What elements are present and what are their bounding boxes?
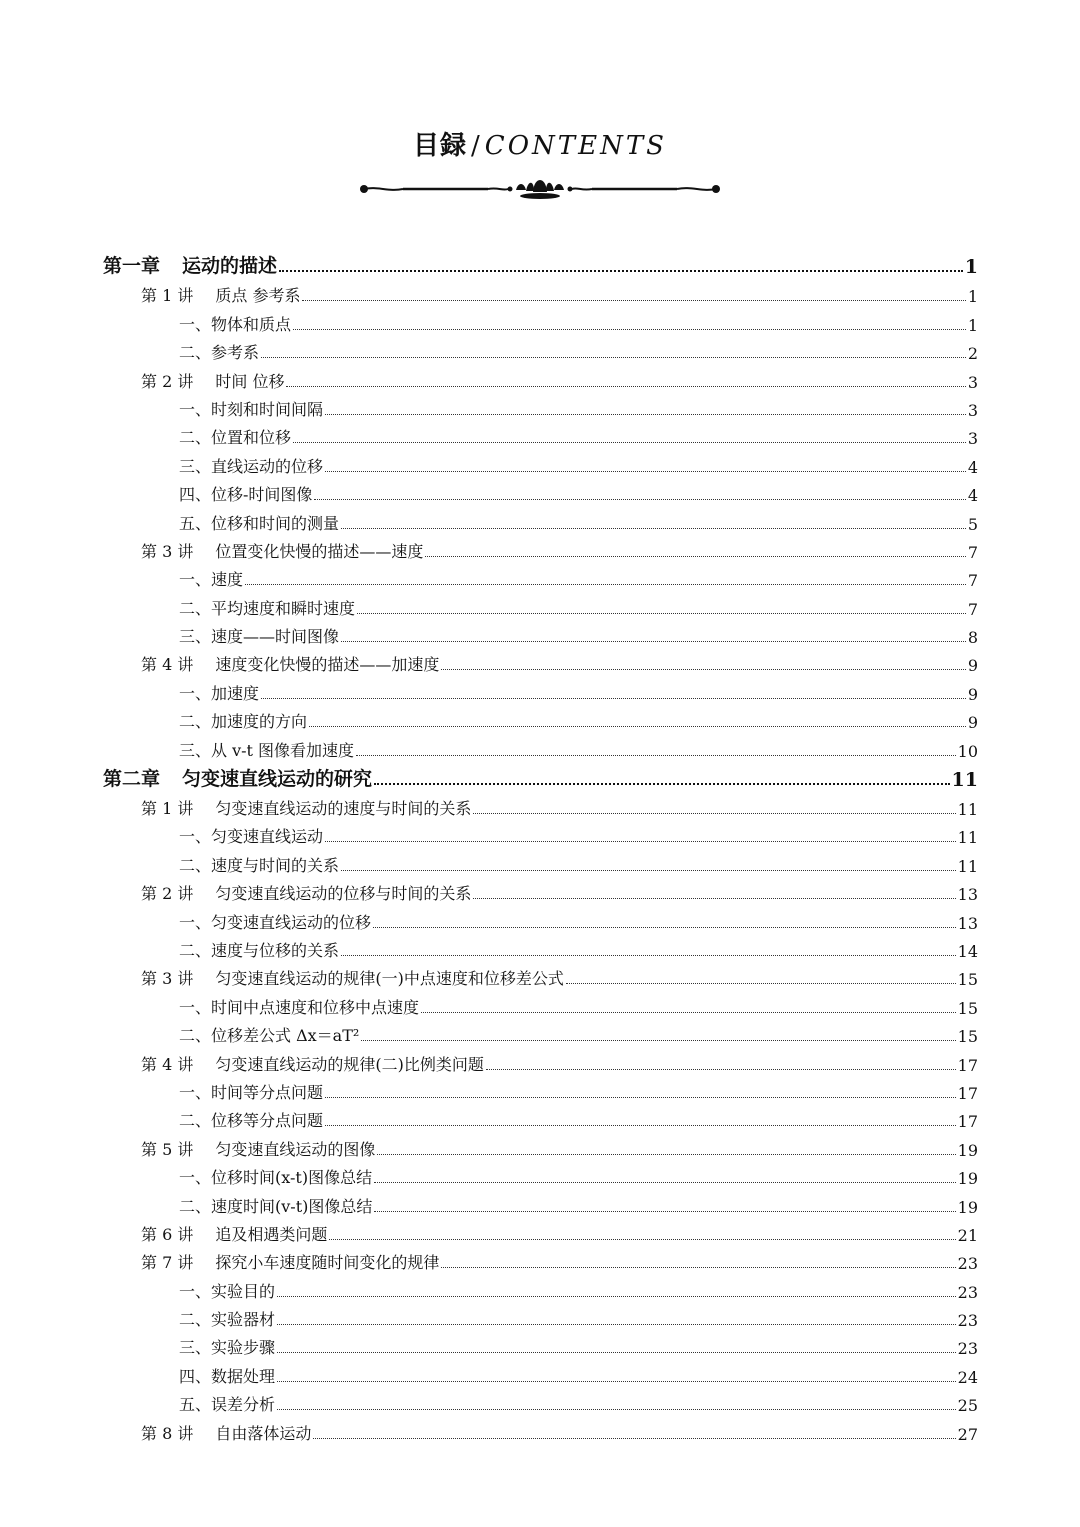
toc-dot-leader xyxy=(441,669,965,670)
toc-section-row[interactable] xyxy=(103,1302,978,1330)
toc-entry-title: 二、速度与时间的关系 xyxy=(179,855,340,875)
toc-entry-label xyxy=(141,369,284,392)
toc-section-row[interactable] xyxy=(103,1160,978,1188)
toc-dot-leader xyxy=(341,528,966,529)
ornament-divider-icon xyxy=(358,174,722,204)
toc-page-number: 3 xyxy=(967,400,978,420)
toc-dot-leader xyxy=(314,499,965,500)
toc-entry-title: 速度变化快慢的描述——加速度 xyxy=(215,655,440,675)
toc-entry-label xyxy=(179,1364,275,1387)
toc-page-number: 21 xyxy=(957,1225,978,1245)
toc-dot-leader xyxy=(277,1409,956,1410)
toc-lecture-row[interactable] xyxy=(103,534,978,562)
toc-entry-label xyxy=(141,1222,327,1245)
toc-lecture-row[interactable] xyxy=(103,961,978,989)
toc-entry-label xyxy=(179,681,259,704)
toc-chapter-row[interactable] xyxy=(103,248,978,278)
toc-dot-leader xyxy=(286,386,965,387)
toc-entry-title: 二、位置和位移 xyxy=(179,428,292,448)
toc-entry-label xyxy=(103,764,372,791)
toc-dot-leader xyxy=(373,927,956,928)
toc-entry-label xyxy=(141,1250,439,1273)
toc-entry-label xyxy=(179,938,339,961)
toc-entry-label xyxy=(179,910,371,933)
toc-page-number: 19 xyxy=(957,1169,978,1189)
toc-dot-leader xyxy=(441,1267,955,1268)
toc-page-number: 19 xyxy=(957,1140,978,1160)
toc-entry-title: 三、直线运动的位移 xyxy=(179,456,324,476)
toc-entry-number: 第 4 讲 xyxy=(141,655,194,675)
toc-page-number: 5 xyxy=(967,514,978,534)
toc-entry-number: 第 4 讲 xyxy=(141,1054,194,1074)
toc-entry-number: 第二章 xyxy=(103,767,161,790)
toc-dot-leader xyxy=(325,1097,956,1098)
toc-page-number: 17 xyxy=(957,1083,978,1103)
toc-page-number: 10 xyxy=(957,741,978,761)
toc-entry-title: 匀变速直线运动的位移与时间的关系 xyxy=(215,884,472,904)
toc-entry-title: 自由落体运动 xyxy=(215,1423,312,1443)
toc-entry-label xyxy=(141,539,423,562)
toc-section-row[interactable] xyxy=(103,590,978,618)
toc-entry-label xyxy=(179,1335,275,1358)
toc-dot-leader xyxy=(341,955,956,956)
toc-entry-label xyxy=(141,881,471,904)
toc-dot-leader xyxy=(313,1438,955,1439)
toc-entry-title: 一、匀变速直线运动 xyxy=(179,827,324,847)
toc-dot-leader xyxy=(325,414,966,415)
toc-dot-leader xyxy=(566,983,956,984)
toc-page-number: 15 xyxy=(957,970,978,990)
toc-entry-label xyxy=(179,738,354,761)
toc-section-row[interactable] xyxy=(103,1103,978,1131)
toc-entry-title: 一、物体和质点 xyxy=(179,314,292,334)
toc-page-number: 17 xyxy=(957,1112,978,1132)
toc-section-row[interactable] xyxy=(103,1387,978,1415)
toc-page-number: 27 xyxy=(957,1424,978,1444)
toc-section-row[interactable] xyxy=(103,562,978,590)
toc-section-row[interactable] xyxy=(103,1330,978,1358)
toc-dot-leader xyxy=(374,1211,955,1212)
toc-section-row[interactable] xyxy=(103,904,978,932)
toc-dot-leader xyxy=(425,556,965,557)
toc-dot-leader xyxy=(325,841,956,842)
toc-page-number: 4 xyxy=(967,457,978,477)
toc-entry-label xyxy=(141,1052,484,1075)
toc-lecture-row[interactable] xyxy=(103,1046,978,1074)
toc-entry-label xyxy=(179,995,419,1018)
toc-section-row[interactable] xyxy=(103,619,978,647)
toc-entry-title: 匀变速直线运动的图像 xyxy=(215,1139,376,1159)
toc-lecture-row[interactable] xyxy=(103,647,978,675)
toc-dot-leader xyxy=(421,1012,956,1013)
toc-entry-title: 一、实验目的 xyxy=(179,1281,276,1301)
toc-lecture-row[interactable] xyxy=(103,1245,978,1273)
toc-dot-leader xyxy=(341,870,956,871)
toc-entry-number: 第 7 讲 xyxy=(141,1253,194,1273)
toc-section-row[interactable] xyxy=(103,505,978,533)
toc-dot-leader xyxy=(325,1125,956,1126)
toc-entry-label xyxy=(179,454,323,477)
toc-dot-leader xyxy=(361,1040,955,1041)
toc-page-number: 25 xyxy=(957,1396,978,1416)
toc-entry-label xyxy=(179,397,323,420)
toc-dot-leader xyxy=(356,755,956,756)
toc-entry-label xyxy=(179,425,291,448)
toc-entry-title: 一、时间等分点问题 xyxy=(179,1082,324,1102)
toc-entry-title: 质点 参考系 xyxy=(215,286,301,306)
title-chinese: 目録 xyxy=(413,131,468,161)
toc-entry-label xyxy=(179,1080,323,1103)
toc-page-number: 13 xyxy=(957,885,978,905)
toc-section-row[interactable] xyxy=(103,448,978,476)
toc-section-row[interactable] xyxy=(103,1075,978,1103)
toc-page-number: 3 xyxy=(967,429,978,449)
toc-dot-leader xyxy=(279,270,963,272)
toc-entry-title: 一、时间中点速度和位移中点速度 xyxy=(179,997,420,1017)
toc-section-row[interactable] xyxy=(103,392,978,420)
toc-section-row[interactable] xyxy=(103,847,978,875)
toc-dot-leader xyxy=(261,357,966,358)
toc-page-number: 15 xyxy=(957,998,978,1018)
toc-section-row[interactable] xyxy=(103,1273,978,1301)
toc-entry-title: 一、时刻和时间间隔 xyxy=(179,399,324,419)
toc-dot-leader xyxy=(473,813,955,814)
toc-page-number: 7 xyxy=(967,599,978,619)
toc-lecture-row[interactable] xyxy=(103,363,978,391)
toc-lecture-row[interactable] xyxy=(103,791,978,819)
toc-entry-number: 第 3 讲 xyxy=(141,969,194,989)
toc-page-number: 8 xyxy=(967,628,978,648)
toc-lecture-row[interactable] xyxy=(103,1131,978,1159)
toc-page-number: 23 xyxy=(957,1254,978,1274)
toc-entry-label xyxy=(179,1108,323,1131)
title-separator: / xyxy=(471,131,481,161)
toc-entry-label xyxy=(179,511,339,534)
toc-entry-number: 第 2 讲 xyxy=(141,371,194,391)
toc-entry-title: 探究小车速度随时间变化的规律 xyxy=(215,1253,440,1273)
toc-entry-label xyxy=(179,853,339,876)
toc-entry-label xyxy=(179,1194,372,1217)
toc-entry-label xyxy=(179,567,243,590)
toc-page-number: 2 xyxy=(967,344,978,364)
toc-section-row[interactable] xyxy=(103,335,978,363)
toc-section-row[interactable] xyxy=(103,306,978,334)
toc-entry-number: 第 1 讲 xyxy=(141,799,194,819)
toc-dot-leader xyxy=(261,698,966,699)
toc-page-number: 7 xyxy=(967,571,978,591)
toc-lecture-row[interactable] xyxy=(103,1217,978,1245)
toc-entry-label xyxy=(141,652,439,675)
toc-section-row[interactable] xyxy=(103,420,978,448)
toc-page-number: 1 xyxy=(964,256,978,278)
toc-page-number: 9 xyxy=(967,684,978,704)
page-title xyxy=(0,128,1080,164)
toc-lecture-row[interactable] xyxy=(103,876,978,904)
toc-entry-title: 二、位移差公式 Δx＝aT² xyxy=(179,1026,360,1046)
toc-dot-leader xyxy=(277,1381,956,1382)
toc-entry-label xyxy=(179,1392,275,1415)
toc-entry-title: 追及相遇类问题 xyxy=(215,1224,328,1244)
toc-section-row[interactable] xyxy=(103,989,978,1017)
toc-entry-title: 三、速度——时间图像 xyxy=(179,627,340,647)
toc-section-row[interactable] xyxy=(103,675,978,703)
toc-dot-leader xyxy=(293,329,966,330)
toc-entry-title: 匀变速直线运动的速度与时间的关系 xyxy=(215,799,472,819)
toc-entry-label xyxy=(141,1137,375,1160)
toc-page-number: 11 xyxy=(951,768,978,791)
title-english: CONTENTS xyxy=(484,131,667,161)
toc-entry-title: 三、实验步骤 xyxy=(179,1338,276,1358)
toc-dot-leader xyxy=(473,898,955,899)
toc-section-row[interactable] xyxy=(103,933,978,961)
toc-dot-leader xyxy=(357,613,966,614)
toc-entry-title: 二、参考系 xyxy=(179,343,260,363)
toc-page-number: 23 xyxy=(957,1282,978,1302)
toc-entry-label xyxy=(141,1421,311,1444)
toc-dot-leader xyxy=(309,726,966,727)
toc-entry-title: 二、平均速度和瞬时速度 xyxy=(179,598,356,618)
toc-entry-title: 匀变速直线运动的规律(一)中点速度和位移差公式 xyxy=(215,969,564,989)
toc-entry-title: 运动的描述 xyxy=(182,255,278,277)
toc-entry-label xyxy=(179,596,355,619)
toc-section-row[interactable] xyxy=(103,704,978,732)
toc-entry-title: 匀变速直线运动的规律(二)比例类问题 xyxy=(215,1054,484,1074)
toc-entry-label xyxy=(179,1279,275,1302)
toc-dot-leader xyxy=(374,783,950,785)
toc-section-row[interactable] xyxy=(103,1018,978,1046)
toc-page-number: 23 xyxy=(957,1339,978,1359)
toc-entry-title: 四、位移-时间图像 xyxy=(179,485,313,505)
toc-section-row[interactable] xyxy=(103,477,978,505)
toc-page-number: 11 xyxy=(957,800,978,820)
toc-section-row[interactable] xyxy=(103,732,978,760)
toc-entry-title: 一、匀变速直线运动的位移 xyxy=(179,912,372,932)
toc-page-number: 1 xyxy=(967,287,978,307)
toc-dot-leader xyxy=(486,1069,956,1070)
toc-page-number: 24 xyxy=(957,1367,978,1387)
toc-dot-leader xyxy=(377,1154,955,1155)
toc-dot-leader xyxy=(325,471,966,472)
toc-entry-title: 时间 位移 xyxy=(215,371,285,391)
toc-entry-title: 二、加速度的方向 xyxy=(179,712,308,732)
toc-entry-title: 一、加速度 xyxy=(179,683,260,703)
toc-dot-leader xyxy=(374,1182,956,1183)
toc-dot-leader xyxy=(277,1352,956,1353)
toc-entry-label xyxy=(179,1023,359,1046)
toc-chapter-row[interactable] xyxy=(103,761,978,791)
toc-entry-title: 一、位移时间(x-t)图像总结 xyxy=(179,1168,373,1188)
toc-page-number: 7 xyxy=(967,542,978,562)
toc-entry-number: 第 8 讲 xyxy=(141,1423,194,1443)
toc-entry-title: 一、速度 xyxy=(179,570,244,590)
toc-section-row[interactable] xyxy=(103,819,978,847)
toc-entry-label xyxy=(141,966,564,989)
toc-entry-title: 二、实验器材 xyxy=(179,1310,276,1330)
toc-entry-label xyxy=(141,796,471,819)
toc-entry-label xyxy=(179,709,307,732)
toc-page-number: 11 xyxy=(957,856,978,876)
toc-entry-title: 二、速度时间(v-t)图像总结 xyxy=(179,1196,373,1216)
toc-page-number: 4 xyxy=(967,486,978,506)
toc-section-row[interactable] xyxy=(103,1358,978,1386)
toc-entry-label xyxy=(179,1307,275,1330)
toc-section-row[interactable] xyxy=(103,1188,978,1216)
toc-dot-leader xyxy=(277,1324,956,1325)
toc-entry-label xyxy=(141,283,300,306)
toc-page-number: 15 xyxy=(957,1027,978,1047)
toc-entry-number: 第 2 讲 xyxy=(141,884,194,904)
toc-dot-leader xyxy=(277,1296,956,1297)
toc-page-number: 1 xyxy=(967,315,978,335)
toc-page-number: 19 xyxy=(957,1197,978,1217)
toc-dot-leader xyxy=(341,641,966,642)
toc-entry-number: 第 5 讲 xyxy=(141,1139,194,1159)
toc-page-number: 13 xyxy=(957,913,978,933)
toc-entry-title: 五、误差分析 xyxy=(179,1395,276,1415)
toc-page-number: 9 xyxy=(967,713,978,733)
toc-entry-title: 二、位移等分点问题 xyxy=(179,1111,324,1131)
toc-entry-label xyxy=(179,1165,372,1188)
toc-dot-leader xyxy=(302,300,965,301)
table-of-contents xyxy=(103,248,978,1444)
toc-entry-title: 匀变速直线运动的研究 xyxy=(182,767,373,790)
toc-page-number: 17 xyxy=(957,1055,978,1075)
toc-page-number: 3 xyxy=(967,372,978,392)
toc-entry-label xyxy=(179,340,259,363)
toc-lecture-row[interactable] xyxy=(103,1415,978,1443)
toc-dot-leader xyxy=(293,442,966,443)
toc-dot-leader xyxy=(245,584,966,585)
toc-entry-title: 五、位移和时间的测量 xyxy=(179,513,340,533)
toc-entry-number: 第 1 讲 xyxy=(141,286,194,306)
toc-entry-number: 第 6 讲 xyxy=(141,1224,194,1244)
toc-entry-title: 二、速度与位移的关系 xyxy=(179,940,340,960)
toc-entry-title: 四、数据处理 xyxy=(179,1366,276,1386)
toc-entry-label xyxy=(179,312,291,335)
toc-entry-number: 第 3 讲 xyxy=(141,541,194,561)
toc-entry-label xyxy=(179,482,312,505)
toc-page-number: 23 xyxy=(957,1311,978,1331)
toc-entry-title: 位置变化快慢的描述——速度 xyxy=(215,541,424,561)
toc-dot-leader xyxy=(329,1239,955,1240)
toc-page-number: 11 xyxy=(957,828,978,848)
toc-entry-title: 三、从 v-t 图像看加速度 xyxy=(179,740,355,760)
toc-page-number: 9 xyxy=(967,656,978,676)
toc-entry-label xyxy=(179,624,339,647)
toc-entry-label xyxy=(179,824,323,847)
toc-entry-label xyxy=(103,251,277,278)
toc-page-number: 14 xyxy=(957,941,978,961)
toc-entry-number: 第一章 xyxy=(103,255,161,277)
toc-lecture-row[interactable] xyxy=(103,278,978,306)
